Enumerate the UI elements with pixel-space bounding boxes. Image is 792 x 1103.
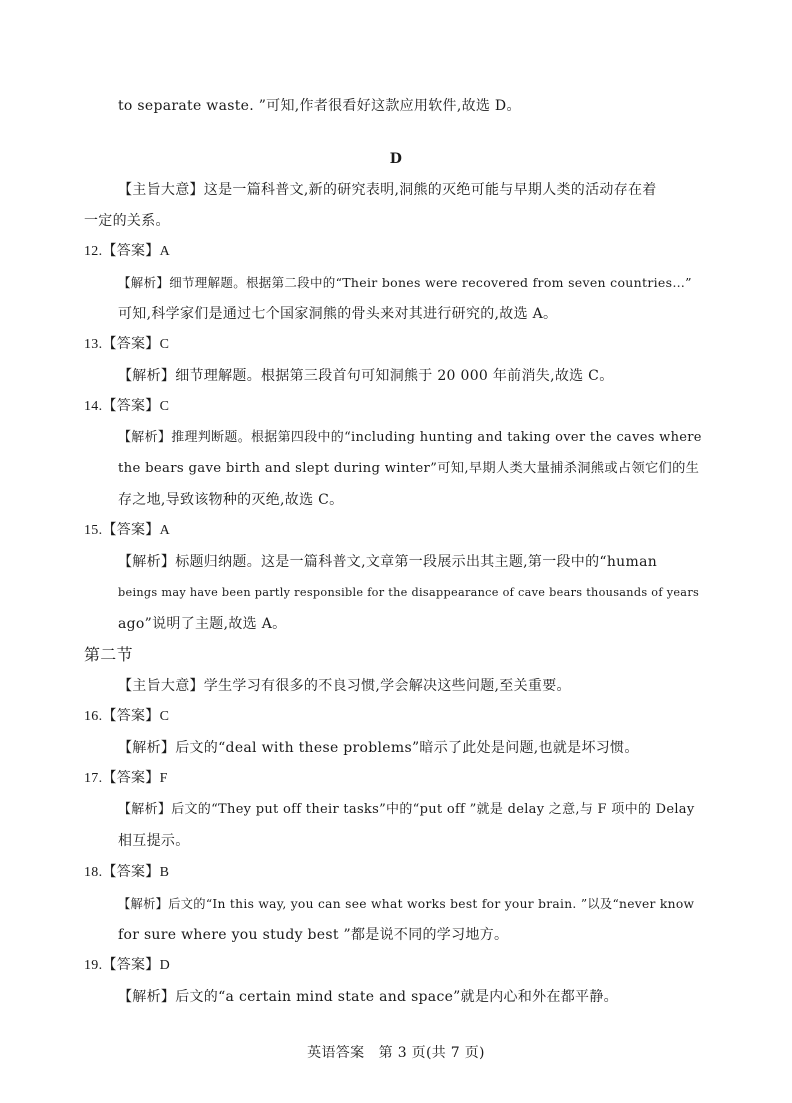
answer-16: 16.【答案】C — [84, 709, 170, 724]
text-line: to separate waste. ”可知,作者很看好这款应用软件,故选 D。 — [118, 98, 521, 114]
summary-line: 【主旨大意】学生学习有很多的不良习惯,学会解决这些问题,至关重要。 — [118, 678, 571, 694]
analysis-line: 【解析】后文的“They put off their tasks”中的“put off ”就是 delay 之意,与 F 项中的 Delay — [118, 802, 695, 817]
analysis-line: 【解析】后文的“In this way, you can see what works best for your brain. ”以及“never know — [118, 897, 695, 911]
answer-14: 14.【答案】C — [84, 399, 170, 414]
answer-19: 19.【答案】D — [84, 958, 171, 973]
text-line: ago”说明了主题,故选 A。 — [118, 616, 287, 632]
analysis-line: 【解析】细节理解题。根据第三段首句可知洞熊于 20 000 年前消失,故选 C。 — [118, 368, 614, 384]
analysis-line: 【解析】后文的“deal with these problems”暗示了此处是问题,也就是坏习惯。 — [118, 740, 639, 756]
text-line: 相互提示。 — [118, 833, 190, 849]
text-line: for sure where you study best ”都是说不同的学习地方。 — [118, 927, 509, 943]
summary-line: 【主旨大意】这是一篇科普文,新的研究表明,洞熊的灭绝可能与早期人类的活动存在着 — [118, 182, 657, 198]
section-heading-2: 第二节 — [84, 645, 133, 664]
answer-13: 13.【答案】C — [84, 337, 170, 352]
section-heading-d: D — [389, 151, 403, 167]
analysis-line: 【解析】标题归纳题。这是一篇科普文,文章第一段展示出其主题,第一段中的“human — [118, 554, 658, 570]
page-footer: 英语答案 第 3 页(共 7 页) — [307, 1045, 485, 1061]
text-line: the bears gave birth and slept during winter”可知,早期人类大量捕杀洞熊或占领它们的生 — [118, 461, 700, 476]
answer-12: 12.【答案】A — [84, 244, 171, 259]
text-line: 一定的关系。 — [84, 213, 170, 229]
analysis-line: 【解析】推理判断题。根据第四段中的“including hunting and taking over the caves where — [118, 430, 702, 445]
text-line: 可知,科学家们是通过七个国家洞熊的骨头来对其进行研究的,故选 A。 — [118, 306, 558, 322]
answer-15: 15.【答案】A — [84, 523, 171, 538]
text-line: beings may have been partly responsible for the disappearance of cave bears thousands of years — [118, 586, 700, 599]
text-line: 存之地,导致该物种的灭绝,故选 C。 — [118, 492, 344, 508]
answer-18: 18.【答案】B — [84, 865, 170, 880]
analysis-line: 【解析】后文的“a certain mind state and space”就是内心和外在都平静。 — [118, 989, 618, 1005]
analysis-line: 【解析】细节理解题。根据第二段中的“Their bones were recovered from seven countries…” — [118, 275, 692, 290]
answer-17: 17.【答案】F — [84, 771, 168, 786]
